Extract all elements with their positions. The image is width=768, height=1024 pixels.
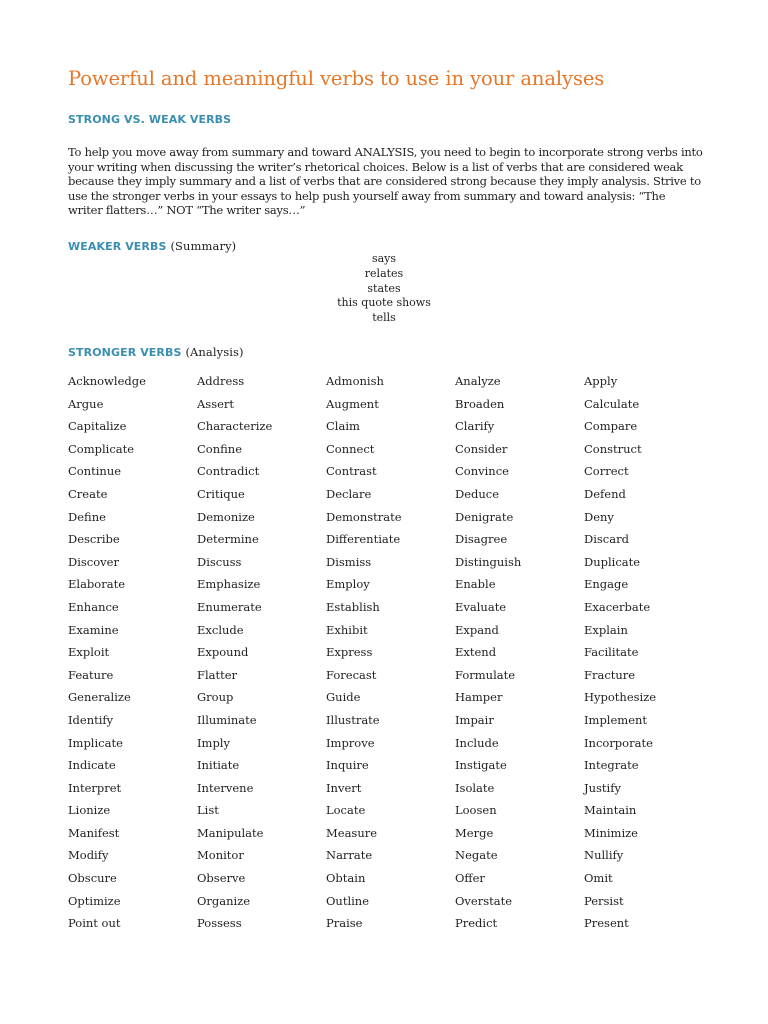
strong-verb-item: Praise (326, 916, 363, 931)
weak-verb-item: relates (364, 266, 404, 280)
strong-verb-item: Dismiss (326, 554, 372, 569)
strong-verb-item: Interpret (68, 780, 122, 795)
strong-verb-item: Offer (455, 871, 485, 886)
strong-verb-item: Defend (584, 486, 626, 501)
strong-verb-item: Express (326, 645, 373, 660)
strong-verb-item: Integrate (584, 758, 639, 773)
strong-verb-item: Continue (68, 464, 122, 479)
strong-verb-item: Confine (197, 441, 243, 456)
strong-verb-item: Contradict (197, 464, 260, 479)
strong-verb-item: Obscure (68, 871, 117, 886)
strong-verb-item: Impair (455, 712, 494, 727)
strong-verb-item: Persist (584, 893, 624, 908)
strong-verb-item: Clarify (455, 419, 495, 434)
strong-verb-item: Organize (197, 893, 251, 908)
strong-verb-item: Apply (584, 374, 618, 388)
strong-verb-item: Maintain (584, 803, 637, 818)
strong-verb-item: Discard (584, 532, 629, 547)
strong-verb-item: Engage (584, 577, 629, 592)
strong-verb-item: Justify (584, 780, 621, 795)
strong-verb-item: Predict (455, 916, 498, 931)
strong-verb-item: Deny (584, 509, 614, 524)
strong-verb-item: Loosen (455, 803, 497, 818)
weak-verb-item: tells (372, 311, 396, 325)
strong-verb-item: Manipulate (197, 825, 264, 840)
page-title: Powerful and meaningful verbs to use in your analyses (68, 67, 605, 90)
strong-verb-item: Critique (197, 486, 245, 501)
strong-verb-item: Denigrate (455, 509, 514, 524)
strong-verb-item: Facilitate (584, 645, 639, 660)
strong-verb-item: Obtain (326, 871, 366, 886)
strong-verb-item: Complicate (68, 441, 135, 456)
weak-verb-item: says (371, 252, 397, 265)
strong-verb-item: Exacerbate (584, 599, 651, 614)
strong-verb-item: Enhance (68, 599, 119, 614)
strong-verb-item: Narrate (326, 848, 373, 863)
strong-verb-item: Generalize (68, 690, 131, 705)
strong-verb-item: Imply (197, 735, 230, 750)
strong-verb-item: Identify (68, 712, 114, 727)
weaker-verbs-heading-line (68, 239, 236, 253)
strong-verb-item: Determine (197, 532, 259, 547)
strong-verb-item: Employ (326, 577, 370, 592)
strong-verb-item: Admonish (326, 374, 384, 388)
strong-verb-item: Present (584, 916, 629, 931)
strong-verb-item: Capitalize (68, 419, 127, 434)
stronger-verbs-note: (Analysis) (185, 345, 244, 359)
strong-verb-item: Illuminate (197, 712, 257, 727)
strong-verb-item: Merge (455, 825, 494, 840)
strong-verb-item: Hypothesize (584, 690, 657, 705)
strong-verb-item: Claim (326, 419, 360, 434)
strong-verb-item: Hamper (455, 690, 503, 705)
strong-verb-item: Explain (584, 622, 628, 637)
strong-verb-item: Isolate (455, 780, 495, 795)
strong-verb-item: Group (197, 690, 234, 705)
weaker-verbs-heading: WEAKER VERBS (68, 240, 167, 253)
strong-verb-item: Enumerate (197, 599, 262, 614)
strong-verb-item: Omit (584, 871, 613, 886)
strong-verb-item: Broaden (455, 396, 505, 411)
strong-verb-item: Intervene (197, 780, 254, 795)
strong-verb-item: Guide (326, 690, 361, 705)
strong-verb-item: Observe (197, 871, 246, 886)
strong-verb-item: Declare (326, 486, 372, 501)
strong-verb-item: Exploit (68, 645, 110, 660)
strong-verb-item: Demonize (197, 509, 255, 524)
strong-verb-item: Characterize (197, 419, 273, 434)
strong-verb-item: Flatter (197, 667, 238, 682)
strong-verb-item: Address (197, 374, 245, 388)
strong-verb-item: Distinguish (455, 554, 522, 569)
strong-verb-item: Implicate (68, 735, 123, 750)
strong-verb-item: Manifest (68, 825, 120, 840)
strong-verb-item: Augment (326, 396, 379, 411)
strong-verb-item: Inquire (326, 758, 369, 773)
strong-verb-item: Argue (68, 396, 104, 411)
strong-verb-item: Create (68, 486, 108, 501)
stronger-verbs-heading-line (68, 345, 244, 359)
weak-verb-item: this quote shows (337, 296, 431, 310)
strong-verb-item: Invert (326, 780, 362, 795)
strong-verb-item: Locate (326, 803, 366, 818)
strong-verb-item: Deduce (455, 486, 500, 501)
weaker-verbs-list (280, 252, 488, 326)
strong-vs-weak-heading: STRONG VS. WEAK VERBS (68, 113, 232, 126)
strong-verb-item: Assert (197, 396, 235, 411)
strong-verb-item: Formulate (455, 667, 516, 682)
strong-verb-item: Forecast (326, 667, 377, 682)
strong-verb-item: Exhibit (326, 622, 368, 637)
strong-verb-item: Modify (68, 848, 109, 863)
strong-verb-item: Minimize (584, 825, 638, 840)
strong-verb-item: Measure (326, 825, 378, 840)
strong-verb-item: Analyze (455, 374, 501, 388)
strong-verb-item: Exclude (197, 622, 244, 637)
strong-verb-item: Connect (326, 441, 375, 456)
strong-verb-item: Feature (68, 667, 114, 682)
strong-verb-item: Point out (68, 916, 121, 931)
strong-verb-item: Acknowledge (68, 374, 146, 388)
strong-verb-item: Lionize (68, 803, 111, 818)
strong-verb-item: Overstate (455, 893, 513, 908)
strong-verb-item: Define (68, 509, 106, 524)
strong-verb-item: Duplicate (584, 554, 641, 569)
strong-verb-item: Establish (326, 599, 380, 614)
strong-verb-item: Contrast (326, 464, 377, 479)
strong-verb-item: Calculate (584, 396, 640, 411)
stronger-verbs-grid (68, 372, 718, 937)
strong-verb-item: Initiate (197, 758, 240, 773)
strong-verb-item: Improve (326, 735, 375, 750)
strong-verb-item: Compare (584, 419, 638, 434)
strong-verb-item: Incorporate (584, 735, 653, 750)
strong-verb-item: Differentiate (326, 532, 401, 547)
strong-verb-item: Extend (455, 645, 497, 660)
weak-verb-item: states (367, 281, 401, 295)
strong-verb-item: Implement (584, 712, 648, 727)
strong-verb-item: Include (455, 735, 499, 750)
strong-verb-item: Monitor (197, 848, 244, 863)
strong-verb-item: Describe (68, 532, 120, 547)
strong-verb-item: Fracture (584, 667, 636, 682)
strong-verb-item: Expound (197, 645, 249, 660)
strong-verb-item: Discover (68, 554, 119, 569)
strong-verb-item: Discuss (197, 554, 242, 569)
weaker-verbs-note: (Summary) (170, 239, 237, 253)
strong-verb-item: Emphasize (197, 577, 261, 592)
strong-verb-item: Outline (326, 893, 370, 908)
stronger-verbs-heading: STRONGER VERBS (68, 346, 182, 359)
strong-verb-item: Consider (455, 441, 508, 456)
strong-verb-item: Expand (455, 622, 499, 637)
strong-verb-item: List (197, 803, 219, 818)
strong-verb-item: Examine (68, 622, 119, 637)
strong-verb-item: Instigate (455, 758, 507, 773)
strong-verb-item: Enable (455, 577, 496, 592)
strong-verb-item: Optimize (68, 893, 121, 908)
strong-verb-item: Construct (584, 441, 642, 456)
strong-verb-item: Evaluate (455, 599, 507, 614)
intro-paragraph: To help you move away from summary and toward ANALYSIS, you need to begin to incorporate strong verbs into your writing when discussing the writer’s rhetorical choices. Below is a list of verbs that are considered weak because they imply summary and a list of verbs that are considered strong because they imply analysis. Strive to use the stronger verbs in your essays to help push yourself away from summary and toward analysis: “The writer flatters…” NOT “The writer says…” (68, 145, 703, 218)
strong-verb-item: Convince (455, 464, 509, 479)
strong-verb-item: Illustrate (326, 712, 380, 727)
strong-verb-item: Disagree (455, 532, 508, 547)
strong-verb-item: Possess (197, 916, 242, 931)
strong-verb-item: Indicate (68, 758, 116, 773)
strong-verb-item: Nullify (584, 848, 624, 863)
strong-verb-item: Negate (455, 848, 498, 863)
strong-verb-item: Demonstrate (326, 509, 402, 524)
strong-verb-item: Elaborate (68, 577, 125, 592)
strong-verb-item: Correct (584, 464, 629, 479)
